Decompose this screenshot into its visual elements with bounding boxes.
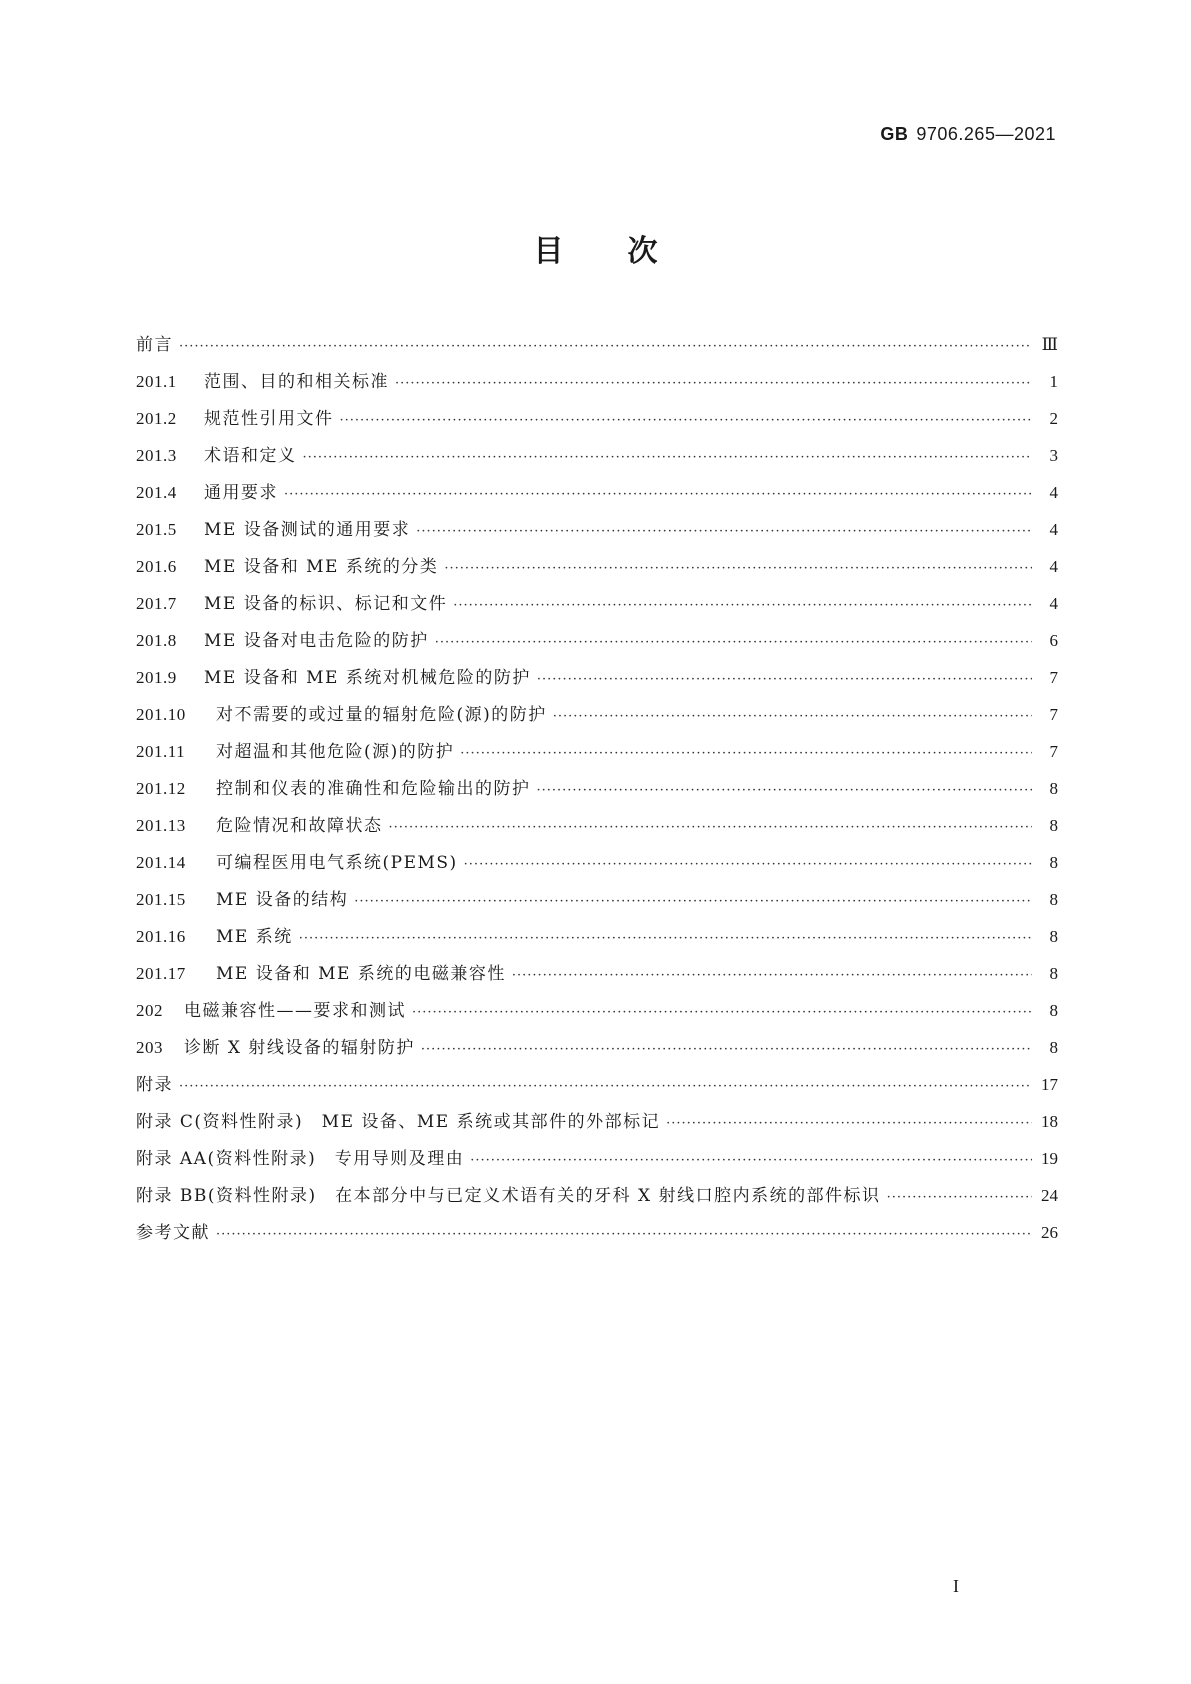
standard-number-header	[880, 124, 1056, 145]
toc-dot-leader	[389, 809, 1033, 846]
toc-entry-title: ME 设备和 ME 系统对机械危险的防护	[204, 668, 531, 688]
toc-entry-page: 4	[1049, 594, 1058, 613]
toc-entry-page: 7	[1049, 742, 1058, 761]
toc-entry-page: 8	[1049, 890, 1058, 909]
toc-entry[interactable]	[136, 548, 1058, 585]
toc-entry-number: 201.17	[136, 964, 186, 983]
toc-entry-title: 规范性引用文件	[204, 409, 334, 429]
toc-entry-title: 对超温和其他危险(源)的防护	[216, 742, 455, 762]
toc-entry-number: 201.5	[136, 520, 177, 539]
toc-entry-number: 202	[136, 1001, 163, 1020]
toc-entry[interactable]	[136, 585, 1058, 622]
toc-entry-title: ME 设备和 ME 系统的分类	[204, 557, 439, 577]
toc-entry-number: 201.2	[136, 409, 177, 428]
toc-entry[interactable]	[136, 1066, 1058, 1103]
toc-entry-title: ME 设备的结构	[216, 890, 349, 910]
toc-dot-leader	[354, 883, 1032, 920]
toc-entry[interactable]	[136, 1103, 1058, 1140]
toc-entry-page: 26	[1041, 1223, 1058, 1242]
toc-entry-page: 4	[1049, 520, 1058, 539]
toc-entry-title: 术语和定义	[204, 446, 297, 466]
toc-entry-title: 附录 BB(资料性附录) 在本部分中与已定义术语有关的牙科 X 射线口腔内系统的部件标识	[136, 1186, 881, 1206]
toc-entry-title: 前言	[136, 335, 173, 355]
toc-entry-title: 危险情况和故障状态	[216, 816, 383, 836]
toc-entry-page: 8	[1049, 853, 1058, 872]
toc-entry[interactable]	[136, 400, 1058, 437]
toc-entry-number: 201.9	[136, 668, 177, 687]
toc-entry-page: 4	[1049, 483, 1058, 502]
toc-dot-leader	[416, 513, 1032, 550]
toc-dot-leader	[887, 1179, 1032, 1216]
toc-dot-leader	[284, 476, 1032, 513]
toc-entry[interactable]	[136, 1140, 1058, 1177]
toc-dot-leader	[444, 550, 1032, 587]
toc-entry-page: 8	[1049, 779, 1058, 798]
toc-entry-number: 201.11	[136, 742, 186, 761]
toc-entry[interactable]	[136, 992, 1058, 1029]
standard-prefix: GB	[880, 124, 909, 144]
toc-entry-title: ME 设备的标识、标记和文件	[204, 594, 448, 614]
toc-entry-number: 203	[136, 1038, 163, 1057]
toc-entry-page: 8	[1049, 1038, 1058, 1057]
toc-entry-title: ME 设备和 ME 系统的电磁兼容性	[216, 964, 506, 984]
toc-entry-title: 范围、目的和相关标准	[204, 372, 389, 392]
toc-entry[interactable]	[136, 511, 1058, 548]
toc-entry-number: 201.10	[136, 705, 186, 724]
toc-entry-number: 201.8	[136, 631, 177, 650]
toc-entry-page: 19	[1041, 1149, 1058, 1168]
page-number: I	[953, 1576, 959, 1596]
page-title: 目次	[533, 234, 722, 269]
toc-entry-title: 可编程医用电气系统(PEMS)	[216, 853, 458, 873]
toc-entry-page: 8	[1049, 964, 1058, 983]
toc-dot-leader	[537, 772, 1033, 809]
toc-entry-page: 24	[1041, 1186, 1058, 1205]
toc-entry[interactable]	[136, 659, 1058, 696]
toc-entry-title: 参考文献	[136, 1223, 210, 1243]
toc-dot-leader	[512, 957, 1032, 994]
toc-entry-title: 附录	[136, 1075, 173, 1095]
toc-dot-leader	[421, 1031, 1032, 1068]
toc-entry-number: 201.4	[136, 483, 177, 502]
toc-entry-title: 附录 AA(资料性附录) 专用导则及理由	[136, 1149, 465, 1169]
toc-entry-title: ME 设备测试的通用要求	[204, 520, 411, 540]
toc-entry[interactable]	[136, 696, 1058, 733]
toc-entry-page: 1	[1049, 372, 1058, 391]
toc-dot-leader	[666, 1105, 1032, 1142]
toc-entry-page: 4	[1049, 557, 1058, 576]
toc-entry-page: 8	[1049, 816, 1058, 835]
toc-entry-number: 201.12	[136, 779, 186, 798]
toc-entry[interactable]	[136, 881, 1058, 918]
toc-entry[interactable]	[136, 1029, 1058, 1066]
toc-entry-number: 201.3	[136, 446, 177, 465]
toc-entry-number: 201.13	[136, 816, 186, 835]
toc-dot-leader	[470, 1142, 1032, 1179]
toc-dot-leader	[179, 328, 1032, 365]
toc-dot-leader	[464, 846, 1032, 883]
toc-entry[interactable]	[136, 437, 1058, 474]
toc-entry-page: Ⅲ	[1041, 335, 1058, 354]
toc-entry-number: 201.1	[136, 372, 177, 391]
toc-entry-page: 2	[1049, 409, 1058, 428]
toc-entry-title: 电磁兼容性——要求和测试	[184, 1001, 406, 1021]
toc-dot-leader	[537, 661, 1032, 698]
toc-entry-number: 201.16	[136, 927, 186, 946]
toc-entry-page: 7	[1049, 668, 1058, 687]
toc-entry[interactable]	[136, 1177, 1058, 1214]
toc-dot-leader	[435, 624, 1032, 661]
toc-dot-leader	[303, 439, 1033, 476]
toc-entry-title: 附录 C(资料性附录) ME 设备、ME 系统或其部件的外部标记	[136, 1112, 661, 1132]
toc-entry-page: 17	[1041, 1075, 1058, 1094]
toc-dot-leader	[216, 1216, 1032, 1253]
toc-entry-page: 6	[1049, 631, 1058, 650]
toc-entry[interactable]	[136, 807, 1058, 844]
toc-dot-leader	[460, 735, 1032, 772]
toc-dot-leader	[299, 920, 1032, 957]
toc-entry-number: 201.6	[136, 557, 177, 576]
toc-entry-number: 201.15	[136, 890, 186, 909]
toc-entry-page: 18	[1041, 1112, 1058, 1131]
toc-entry-page: 7	[1049, 705, 1058, 724]
standard-code: 9706.265—2021	[916, 124, 1056, 144]
toc-entry[interactable]	[136, 955, 1058, 992]
toc-entry[interactable]	[136, 770, 1058, 807]
toc-entry-page: 8	[1049, 927, 1058, 946]
toc-entry[interactable]	[136, 474, 1058, 511]
toc-entry-page: 8	[1049, 1001, 1058, 1020]
toc-entry-number: 201.7	[136, 594, 177, 613]
toc-entry[interactable]	[136, 326, 1058, 363]
toc-dot-leader	[553, 698, 1032, 735]
toc-entry-title: 对不需要的或过量的辐射危险(源)的防护	[216, 705, 547, 725]
toc-dot-leader	[453, 587, 1032, 624]
toc-dot-leader	[340, 402, 1033, 439]
toc-entry-page: 3	[1049, 446, 1058, 465]
toc-entry-title: 诊断 X 射线设备的辐射防护	[184, 1038, 415, 1058]
toc-entry-number: 201.14	[136, 853, 186, 872]
toc-entry[interactable]	[136, 733, 1058, 770]
toc-entry[interactable]	[136, 363, 1058, 400]
toc-dot-leader	[395, 365, 1032, 402]
toc-dot-leader	[412, 994, 1032, 1031]
toc-entry[interactable]	[136, 918, 1058, 955]
toc-entry-title: ME 系统	[216, 927, 293, 947]
toc-entry[interactable]	[136, 844, 1058, 881]
toc-dot-leader	[179, 1068, 1032, 1105]
toc-entry-title: 通用要求	[204, 483, 278, 503]
toc-entry[interactable]	[136, 622, 1058, 659]
toc-entry[interactable]	[136, 1214, 1058, 1251]
toc-entry-title: 控制和仪表的准确性和危险输出的防护	[216, 779, 531, 799]
table-of-contents	[136, 326, 1058, 1251]
toc-entry-title: ME 设备对电击危险的防护	[204, 631, 429, 651]
